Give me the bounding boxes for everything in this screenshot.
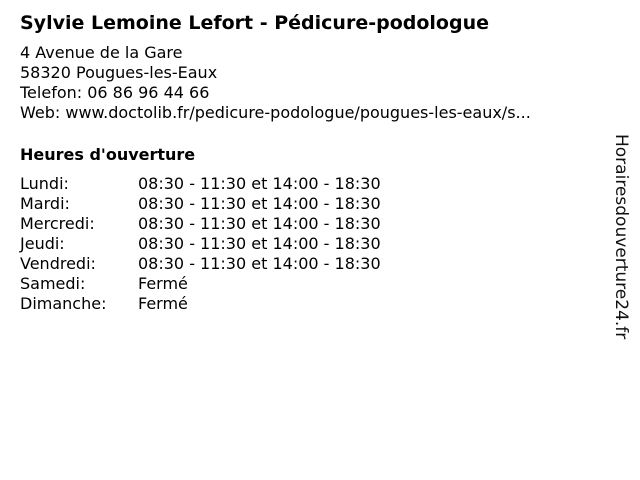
contact-info bbox=[20, 43, 531, 123]
address-street: 4 Avenue de la Gare bbox=[20, 43, 183, 62]
site-watermark: Horairesdouverture24.fr bbox=[611, 134, 631, 340]
day-label: Lundi: bbox=[20, 174, 69, 193]
time-value: 08:30 - 11:30 et 14:00 - 18:30 bbox=[138, 254, 381, 273]
hours-table bbox=[20, 174, 381, 314]
time-value: 08:30 - 11:30 et 14:00 - 18:30 bbox=[138, 194, 381, 213]
day-label: Mercredi: bbox=[20, 214, 95, 233]
hours-row-thursday bbox=[20, 234, 381, 254]
hours-row-tuesday bbox=[20, 194, 381, 214]
hours-row-sunday bbox=[20, 294, 381, 314]
page-title: Sylvie Lemoine Lefort - Pédicure-podologue bbox=[20, 12, 489, 34]
website-link[interactable]: Web: www.doctolib.fr/pedicure-podologue/pougues-les-eaux/s... bbox=[20, 103, 531, 122]
hours-row-wednesday bbox=[20, 214, 381, 234]
time-value: 08:30 - 11:30 et 14:00 - 18:30 bbox=[138, 214, 381, 233]
time-value: 08:30 - 11:30 et 14:00 - 18:30 bbox=[138, 234, 381, 253]
day-label: Mardi: bbox=[20, 194, 70, 213]
phone-number: Telefon: 06 86 96 44 66 bbox=[20, 83, 210, 102]
day-label: Vendredi: bbox=[20, 254, 96, 273]
hours-row-monday bbox=[20, 174, 381, 194]
day-label: Jeudi: bbox=[20, 234, 65, 253]
hours-row-saturday bbox=[20, 274, 381, 294]
hours-row-friday bbox=[20, 254, 381, 274]
time-value: Fermé bbox=[138, 274, 188, 293]
hours-heading: Heures d'ouverture bbox=[20, 145, 196, 164]
time-value: 08:30 - 11:30 et 14:00 - 18:30 bbox=[138, 174, 381, 193]
day-label: Samedi: bbox=[20, 274, 86, 293]
day-label: Dimanche: bbox=[20, 294, 107, 313]
address-city: 58320 Pougues-les-Eaux bbox=[20, 63, 218, 82]
time-value: Fermé bbox=[138, 294, 188, 313]
